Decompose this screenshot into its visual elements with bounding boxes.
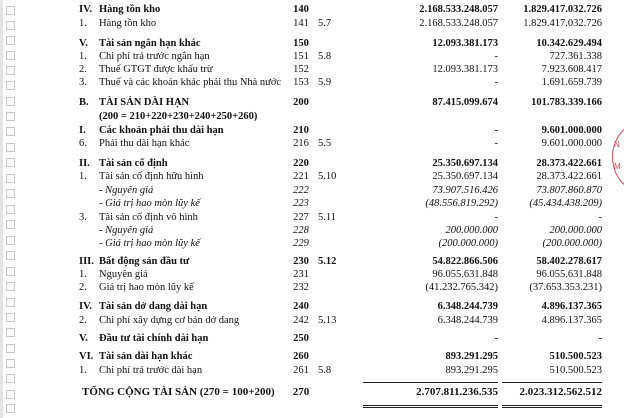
row-label: Phải thu dài hạn khác bbox=[99, 138, 190, 149]
row-code: 232 bbox=[293, 282, 309, 293]
row-previous-value: 4.896.137.365 bbox=[541, 301, 602, 312]
row-label: Chi phí trả trước dài hạn bbox=[99, 365, 203, 376]
row-current-value: 2.168.533.248.057 bbox=[419, 4, 498, 15]
row-index: I. bbox=[79, 125, 86, 136]
row-note: 5.10 bbox=[318, 171, 337, 182]
row-note: 5.9 bbox=[318, 77, 332, 88]
total-rule-previous-top bbox=[502, 382, 602, 383]
row-index: 2. bbox=[79, 315, 87, 326]
row-previous-value: 101.783.339.166 bbox=[531, 97, 602, 108]
row-code: 242 bbox=[293, 315, 309, 326]
row-label: Hàng tồn kho bbox=[99, 4, 161, 15]
row-code: 261 bbox=[293, 365, 309, 376]
row-label: - Nguyên giá bbox=[99, 225, 154, 236]
table-row bbox=[0, 50, 624, 63]
row-previous-value: 28.373.422.661 bbox=[536, 158, 602, 169]
row-previous-value: 96.055.631.848 bbox=[536, 269, 602, 280]
table-row bbox=[0, 224, 624, 237]
row-code: 240 bbox=[293, 301, 309, 312]
margin-checkbox[interactable] bbox=[6, 404, 15, 413]
row-label: - Nguyên giá bbox=[99, 185, 154, 196]
table-row bbox=[0, 255, 624, 268]
table-row bbox=[0, 281, 624, 294]
table-row bbox=[0, 157, 624, 170]
row-current-value: 87.415.099.674 bbox=[432, 97, 498, 108]
row-current-value: 200.000.000 bbox=[445, 225, 498, 236]
row-previous-value: 1.829.417.032.726 bbox=[523, 18, 602, 29]
row-label: Chi phí trả trước ngắn hạn bbox=[99, 51, 210, 62]
row-previous-value: 2.023.312.562.512 bbox=[519, 386, 602, 398]
row-label: - Giá trị hao mòn lũy kế bbox=[99, 198, 200, 209]
row-note: 5.13 bbox=[318, 315, 337, 326]
table-row bbox=[0, 17, 624, 30]
row-note: 5.12 bbox=[318, 256, 337, 267]
row-current-value: - bbox=[494, 125, 498, 136]
row-previous-value: (200.000.000) bbox=[542, 238, 602, 249]
row-index: B. bbox=[79, 97, 89, 108]
total-rule-current-bottom bbox=[363, 405, 498, 408]
row-label: Thuế và các khoản khác phải thu Nhà nước bbox=[99, 77, 282, 88]
row-index: IV. bbox=[79, 4, 92, 15]
row-index: 1. bbox=[79, 365, 87, 376]
row-code: 231 bbox=[293, 269, 309, 280]
row-previous-value: 4.896.137.365 bbox=[541, 315, 602, 326]
row-code: 220 bbox=[293, 158, 309, 169]
table-row bbox=[0, 211, 624, 224]
total-rule-previous-bottom bbox=[502, 405, 602, 408]
row-current-value: - bbox=[494, 138, 498, 149]
row-current-value: - bbox=[494, 212, 498, 223]
row-previous-value: (45.434.438.209) bbox=[529, 198, 602, 209]
row-index: VI. bbox=[79, 351, 94, 362]
row-label: Giá trị hao mòn lũy kế bbox=[99, 282, 194, 293]
row-current-value: 73.907.516.426 bbox=[432, 185, 498, 196]
row-code: 210 bbox=[293, 125, 309, 136]
row-index: IV. bbox=[79, 301, 92, 312]
row-label: Tài sản dài hạn khác bbox=[99, 351, 193, 362]
row-previous-value: (37.653.353.231) bbox=[529, 282, 602, 293]
row-code: 140 bbox=[293, 4, 309, 15]
row-previous-value: 510.500.523 bbox=[549, 365, 602, 376]
table-row bbox=[0, 386, 624, 399]
row-current-value: 6.348.244.739 bbox=[437, 315, 498, 326]
row-code: 223 bbox=[293, 198, 309, 209]
row-previous-value: 200.000.000 bbox=[549, 225, 602, 236]
row-code: 221 bbox=[293, 171, 309, 182]
row-current-value: 25.350.697.134 bbox=[432, 158, 498, 169]
row-previous-value: 28.373.422.661 bbox=[536, 171, 602, 182]
seal-mark: N bbox=[614, 140, 620, 149]
row-label: Tài sản dở dang dài hạn bbox=[99, 301, 208, 312]
row-current-value: 25.350.697.134 bbox=[432, 171, 498, 182]
row-current-value: 2.168.533.248.057 bbox=[419, 18, 498, 29]
table-row bbox=[0, 364, 624, 377]
row-previous-value: - bbox=[598, 212, 602, 223]
row-label: Bất động sản đầu tư bbox=[99, 256, 190, 267]
row-current-value: - bbox=[494, 51, 498, 62]
row-code: 151 bbox=[293, 51, 309, 62]
table-row bbox=[0, 350, 624, 363]
row-label: Nguyên giá bbox=[99, 269, 148, 280]
row-current-value: 2.707.811.236.535 bbox=[416, 386, 498, 398]
row-index: 1. bbox=[79, 171, 87, 182]
table-row bbox=[0, 268, 624, 281]
row-code: 230 bbox=[293, 256, 309, 267]
row-label: TÀI SẢN DÀI HẠN bbox=[99, 97, 190, 108]
table-row bbox=[0, 37, 624, 50]
row-previous-value: 73.807.860.870 bbox=[536, 185, 602, 196]
row-label: Thuế GTGT được khấu trừ bbox=[99, 64, 213, 75]
row-note: 5.8 bbox=[318, 365, 332, 376]
table-row bbox=[0, 197, 624, 210]
table-row bbox=[0, 76, 624, 89]
row-label: Tài sản cố định vô hình bbox=[99, 212, 198, 223]
row-index: 2. bbox=[79, 282, 87, 293]
row-index: 1. bbox=[79, 18, 87, 29]
table-row bbox=[0, 332, 624, 345]
row-current-value: - bbox=[494, 333, 498, 344]
row-note: 5.5 bbox=[318, 138, 332, 149]
row-previous-value: 727.361.338 bbox=[549, 51, 602, 62]
row-previous-value: 10.342.629.494 bbox=[536, 38, 602, 49]
row-previous-value: 1.829.417.032.726 bbox=[523, 4, 602, 15]
row-label: (200 = 210+220+230+240+250+260) bbox=[99, 111, 258, 122]
row-code: 222 bbox=[293, 185, 309, 196]
row-index: 1. bbox=[79, 51, 87, 62]
row-code: 260 bbox=[293, 351, 309, 362]
row-label: Chi phí xây dựng cơ bản dở dang bbox=[99, 315, 240, 326]
row-current-value: 893.291.295 bbox=[445, 365, 498, 376]
row-index: III. bbox=[79, 256, 94, 267]
table-row bbox=[0, 110, 624, 123]
row-index: 2. bbox=[79, 64, 87, 75]
row-code: 250 bbox=[293, 333, 309, 344]
row-current-value: 893.291.295 bbox=[445, 351, 498, 362]
row-label: Tài sản cố định bbox=[99, 158, 168, 169]
table-row bbox=[0, 300, 624, 313]
row-index: V. bbox=[79, 38, 88, 49]
row-index: II. bbox=[79, 158, 90, 169]
seal-mark: M bbox=[614, 162, 621, 171]
row-current-value: 6.348.244.739 bbox=[437, 301, 498, 312]
row-code: 200 bbox=[293, 97, 309, 108]
row-code: 229 bbox=[293, 238, 309, 249]
row-index: 1. bbox=[79, 269, 87, 280]
row-label: Tài sản ngắn hạn khác bbox=[99, 38, 201, 49]
row-index: V. bbox=[79, 333, 88, 344]
row-index: 3. bbox=[79, 77, 87, 88]
table-row bbox=[0, 170, 624, 183]
row-current-value: (48.556.819.292) bbox=[425, 198, 498, 209]
row-label: - Giá trị hao mòn lũy kế bbox=[99, 238, 200, 249]
row-label: Đầu tư tài chính dài hạn bbox=[99, 333, 209, 344]
row-note: 5.7 bbox=[318, 18, 332, 29]
row-note: 5.11 bbox=[318, 212, 336, 223]
table-row bbox=[0, 314, 624, 327]
row-note: 5.8 bbox=[318, 51, 332, 62]
row-current-value: 54.822.866.506 bbox=[432, 256, 498, 267]
table-row bbox=[0, 137, 624, 150]
row-previous-value: 58.402.278.617 bbox=[536, 256, 602, 267]
row-index: 3. bbox=[79, 212, 87, 223]
row-previous-value: 510.500.523 bbox=[549, 351, 602, 362]
row-previous-value: - bbox=[598, 333, 602, 344]
row-current-value: 96.055.631.848 bbox=[432, 269, 498, 280]
row-code: 270 bbox=[292, 386, 310, 398]
row-current-value: 12.093.381.173 bbox=[432, 64, 498, 75]
row-label: TỔNG CỘNG TÀI SẢN (270 = 100+200) bbox=[82, 386, 275, 398]
row-index: 6. bbox=[79, 138, 87, 149]
total-rule-current-top bbox=[363, 382, 498, 383]
row-current-value: 12.093.381.173 bbox=[432, 38, 498, 49]
table-row bbox=[0, 96, 624, 109]
row-current-value: (200.000.000) bbox=[438, 238, 498, 249]
row-label: Tài sản cố định hữu hình bbox=[99, 171, 204, 182]
row-previous-value: 7.923.608.417 bbox=[541, 64, 602, 75]
row-code: 216 bbox=[293, 138, 309, 149]
row-code: 152 bbox=[293, 64, 309, 75]
table-row bbox=[0, 184, 624, 197]
row-current-value: (41.232.765.342) bbox=[425, 282, 498, 293]
table-row bbox=[0, 237, 624, 250]
row-label: Các khoản phải thu dài hạn bbox=[99, 125, 224, 136]
row-code: 227 bbox=[293, 212, 309, 223]
table-row bbox=[0, 63, 624, 76]
row-previous-value: 9.601.000.000 bbox=[541, 125, 602, 136]
row-previous-value: 1.691.659.739 bbox=[541, 77, 602, 88]
row-code: 141 bbox=[293, 18, 309, 29]
row-label: Hàng tồn kho bbox=[99, 18, 157, 29]
row-code: 150 bbox=[293, 38, 309, 49]
row-current-value: - bbox=[494, 77, 498, 88]
table-row bbox=[0, 124, 624, 137]
row-previous-value: 9.601.000.000 bbox=[541, 138, 602, 149]
row-code: 153 bbox=[293, 77, 309, 88]
row-code: 228 bbox=[293, 225, 309, 236]
table-row bbox=[0, 3, 624, 16]
